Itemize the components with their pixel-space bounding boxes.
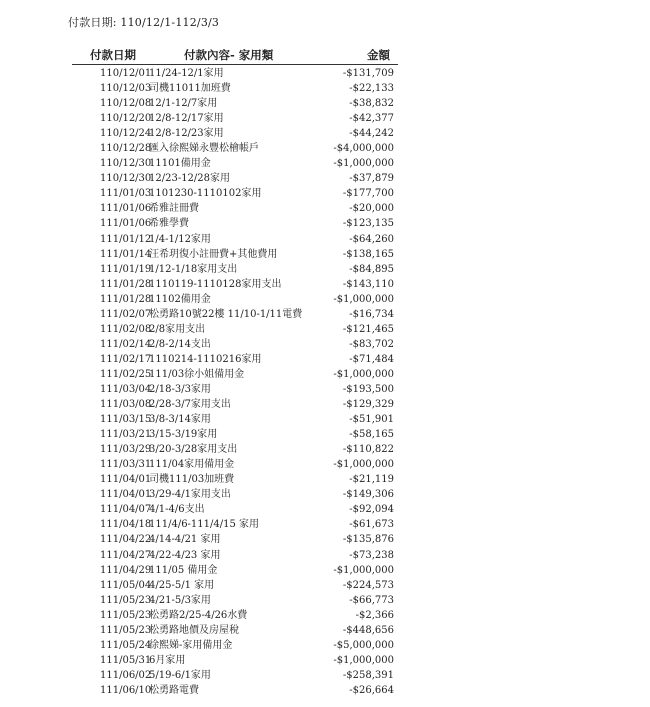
amount-cell: -$131,709	[342, 68, 394, 79]
amount-cell: -$42,377	[349, 113, 394, 125]
payment-content-cell: 司機11011加班費	[149, 83, 231, 95]
payment-content-cell: 4/22-4/23 家用	[149, 549, 221, 561]
amount-cell: -$121,465	[342, 323, 394, 335]
payment-content-cell: 3/8-3/14家用	[149, 414, 211, 426]
payment-date-cell: 111/03/08	[100, 399, 152, 411]
table-row	[72, 216, 398, 231]
payment-date-cell: 111/03/04	[100, 383, 152, 395]
payment-content-cell: 11101備用金	[149, 158, 211, 170]
header-payment-date: 付款日期	[90, 48, 136, 62]
payment-date-cell: 111/05/31	[100, 654, 152, 666]
payment-date-cell: 110/12/24	[100, 128, 152, 140]
amount-cell: -$1,000,000	[333, 293, 394, 305]
table-row	[72, 352, 398, 367]
table-row	[72, 96, 398, 111]
table-row	[72, 322, 398, 337]
amount-cell: -$92,094	[349, 504, 394, 516]
amount-cell: -$4,000,000	[333, 143, 394, 155]
table-row	[72, 608, 398, 623]
payment-date-cell: 111/01/28	[100, 278, 152, 290]
payment-content-cell: 2/18-3/3家用	[149, 383, 211, 395]
payment-date-cell: 111/02/17	[100, 353, 152, 365]
amount-cell: -$1,000,000	[333, 368, 394, 380]
payment-content-cell: 希雅學費	[149, 218, 189, 230]
amount-cell: -$20,000	[349, 203, 394, 215]
payment-content-cell: 4/25-5/1 家用	[149, 579, 215, 591]
payment-content-cell: 12/8-12/23家用	[149, 128, 224, 140]
payment-date-cell: 110/12/01	[100, 68, 152, 79]
table-row	[72, 232, 398, 247]
payment-date-cell: 111/06/02	[100, 669, 152, 681]
table-row	[72, 502, 398, 517]
amount-cell: -$22,133	[349, 83, 394, 95]
table-row	[72, 247, 398, 262]
payment-content-cell: 111/4/6-111/4/15 家用	[149, 519, 260, 531]
table-row	[72, 532, 398, 547]
payment-content-cell: 3/29-4/1家用支出	[149, 489, 231, 501]
table-row	[72, 623, 398, 638]
amount-cell: -$64,260	[349, 233, 394, 245]
payment-date-cell: 111/01/12	[100, 233, 152, 245]
amount-cell: -$129,329	[342, 399, 394, 411]
payment-content-cell: 1101230-1110102家用	[149, 188, 262, 200]
payment-content-cell: 3/15-3/19家用	[149, 429, 218, 441]
table-row	[72, 653, 398, 668]
payment-date-cell: 111/05/04	[100, 579, 152, 591]
payment-date-cell: 111/01/03	[100, 188, 152, 200]
payment-date-cell: 111/02/08	[100, 323, 152, 335]
payment-date-cell: 111/02/25	[100, 368, 152, 380]
amount-cell: -$83,702	[349, 338, 394, 350]
table-row	[72, 578, 398, 593]
table-row	[72, 517, 398, 532]
amount-cell: -$177,700	[342, 188, 394, 200]
table-row	[72, 186, 398, 201]
table-row	[72, 292, 398, 307]
table-row	[72, 382, 398, 397]
payment-content-cell: 3/20-3/28家用支出	[149, 444, 238, 456]
table-row	[72, 156, 398, 171]
amount-cell: -$138,165	[342, 248, 394, 260]
payment-content-cell: 松勇路電費	[149, 684, 199, 696]
header-payment-content: 付款內容- 家用類	[184, 48, 274, 62]
table-row	[72, 442, 398, 457]
amount-cell: -$38,832	[349, 98, 394, 110]
amount-cell: -$110,822	[342, 444, 394, 456]
table-row	[72, 201, 398, 216]
table-row	[72, 81, 398, 96]
payment-content-cell: 11102備用金	[149, 293, 211, 305]
payment-date-cell: 111/01/28	[100, 293, 152, 305]
payment-date-cell: 111/05/24	[100, 639, 152, 651]
amount-cell: -$66,773	[349, 594, 394, 606]
payment-content-cell: 4/21-5/3家用	[149, 594, 211, 606]
table-row	[72, 638, 398, 653]
payment-content-cell: 1/12-1/18家用支出	[149, 263, 238, 275]
amount-cell: -$16,734	[349, 308, 394, 320]
amount-cell: -$1,000,000	[333, 654, 394, 666]
table-row	[72, 593, 398, 608]
amount-cell: -$5,000,000	[333, 639, 394, 651]
payment-content-cell: 4/1-4/6支出	[149, 504, 205, 516]
payment-content-cell: 111/05 備用金	[149, 564, 218, 576]
payment-content-cell: 12/1-12/7家用	[149, 98, 218, 110]
payment-date-cell: 111/01/19	[100, 263, 152, 275]
amount-cell: -$44,242	[349, 128, 394, 140]
table-row	[72, 111, 398, 126]
amount-cell: -$1,000,000	[333, 459, 394, 471]
payment-date-cell: 111/04/18	[100, 519, 152, 531]
payment-date-cell: 111/02/14	[100, 338, 152, 350]
table-row	[72, 171, 398, 186]
payment-date-cell: 111/01/14	[100, 248, 152, 260]
payment-date-cell: 111/03/21	[100, 429, 152, 441]
payment-date-cell: 110/12/30	[100, 158, 152, 170]
payment-content-cell: 6月家用	[149, 654, 186, 666]
table-row	[72, 126, 398, 141]
table-row	[72, 548, 398, 563]
payment-date-cell: 111/02/07	[100, 308, 152, 320]
table-row	[72, 337, 398, 352]
payment-date-cell: 111/04/07	[100, 504, 152, 516]
table-row	[72, 683, 398, 698]
payment-date-cell: 111/05/23	[100, 624, 152, 636]
payment-date-cell: 111/04/01	[100, 474, 152, 486]
payment-content-cell: 11/24-12/1家用	[149, 68, 224, 79]
payment-date-cell: 111/05/23	[100, 594, 152, 606]
amount-cell: -$149,306	[342, 489, 394, 501]
table-row	[72, 563, 398, 578]
payment-content-cell: 松勇路10號22樓 11/10-1/11電費	[149, 308, 303, 320]
amount-cell: -$258,391	[342, 669, 394, 681]
payment-date-cell: 110/12/28	[100, 143, 152, 155]
header-amount: 金額	[367, 48, 390, 62]
table-row	[72, 412, 398, 427]
amount-cell: -$51,901	[349, 414, 394, 426]
table-row	[72, 277, 398, 292]
table-row	[72, 427, 398, 442]
payment-date-cell: 111/04/22	[100, 534, 152, 546]
payment-date-range: 付款日期: 110/12/1-112/3/3	[68, 16, 220, 29]
table-row	[72, 457, 398, 472]
payment-date-cell: 111/01/06	[100, 203, 152, 215]
payment-content-cell: 1110214-1110216家用	[149, 353, 262, 365]
payment-content-cell: 4/14-4/21 家用	[149, 534, 221, 546]
payment-content-cell: 12/8-12/17家用	[149, 113, 224, 125]
amount-cell: -$143,110	[342, 278, 394, 290]
amount-cell: -$2,366	[355, 609, 394, 621]
payment-content-cell: 12/23-12/28家用	[149, 173, 231, 185]
amount-cell: -$61,673	[349, 519, 394, 531]
payment-date-cell: 111/01/06	[100, 218, 152, 230]
payment-content-cell: 司機111/03加班費	[149, 474, 235, 486]
payment-content-cell: 5/19-6/1家用	[149, 669, 211, 681]
amount-cell: -$123,135	[342, 218, 394, 230]
amount-cell: -$26,664	[349, 684, 394, 696]
table-row	[72, 668, 398, 683]
payment-content-cell: 2/8-2/14支出	[149, 338, 211, 350]
payment-content-cell: 松勇路地價及房屋稅	[149, 624, 239, 636]
payment-date-cell: 111/03/29	[100, 444, 152, 456]
payment-date-cell: 110/12/30	[100, 173, 152, 185]
payment-content-cell: 徐熙娣-家用備用金	[149, 639, 233, 651]
table-row	[72, 141, 398, 156]
payment-content-cell: 汪希玥復小註冊費+其他費用	[149, 248, 278, 260]
payment-table-body	[72, 66, 398, 698]
amount-cell: -$1,000,000	[333, 564, 394, 576]
amount-cell: -$84,895	[349, 263, 394, 275]
amount-cell: -$73,238	[349, 549, 394, 561]
payment-content-cell: 111/03徐小姐備用金	[149, 368, 245, 380]
table-row	[72, 472, 398, 487]
table-row	[72, 397, 398, 412]
payment-date-cell: 111/05/23	[100, 609, 152, 621]
table-header	[72, 46, 398, 65]
amount-cell: -$71,484	[349, 353, 394, 365]
payment-content-cell: 111/04家用備用金	[149, 459, 235, 471]
payment-date-cell: 111/03/31	[100, 459, 152, 471]
amount-cell: -$1,000,000	[333, 158, 394, 170]
amount-cell: -$448,656	[342, 624, 394, 636]
payment-date-cell: 111/04/01	[100, 489, 152, 501]
payment-content-cell: 匯入徐熙娣永豐松檜帳戶	[149, 143, 259, 155]
amount-cell: -$193,500	[342, 383, 394, 395]
payment-date-cell: 110/12/08	[100, 98, 152, 110]
table-row	[72, 66, 398, 81]
payment-content-cell: 2/8家用支出	[149, 323, 206, 335]
payment-content-cell: 2/28-3/7家用支出	[149, 399, 231, 411]
payment-content-cell: 松勇路2/25-4/26水費	[149, 609, 248, 621]
payment-date-cell: 110/12/20	[100, 113, 152, 125]
amount-cell: -$21,119	[349, 474, 394, 486]
table-row	[72, 307, 398, 322]
amount-cell: -$58,165	[349, 429, 394, 441]
payment-content-cell: 1/4-1/12家用	[149, 233, 211, 245]
payment-date-cell: 111/04/27	[100, 549, 152, 561]
table-row	[72, 367, 398, 382]
amount-cell: -$135,876	[342, 534, 394, 546]
table-row	[72, 487, 398, 502]
payment-date-cell: 111/06/10	[100, 684, 152, 696]
payment-date-cell: 110/12/03	[100, 83, 152, 95]
table-row	[72, 262, 398, 277]
amount-cell: -$37,879	[349, 173, 394, 185]
payment-date-cell: 111/04/29	[100, 564, 152, 576]
payment-date-cell: 111/03/15	[100, 414, 152, 426]
amount-cell: -$224,573	[342, 579, 394, 591]
payment-content-cell: 1110119-1110128家用支出	[149, 278, 282, 290]
payment-content-cell: 希雅註冊費	[149, 203, 199, 215]
